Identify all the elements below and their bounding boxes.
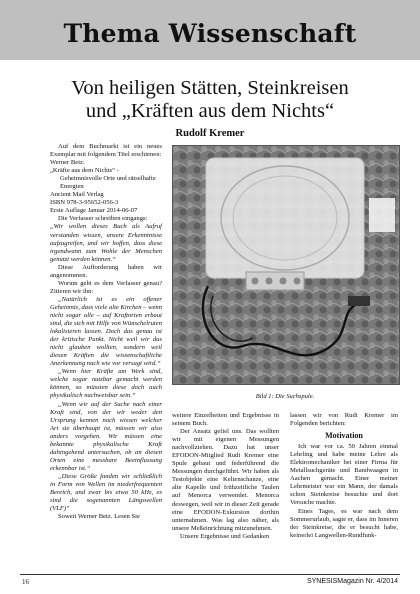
search-coil-photo [172, 145, 400, 385]
article-title-line-1: Von heiligen Stätten, Steinkreisen [71, 77, 349, 99]
mid-paragraph-1: weitere Einzelheiten und Ergebnisse in seinem Buch. [172, 412, 279, 428]
right-paragraph-1: lassen wir von Rudi Kremer im Folgenden berichten: [290, 412, 398, 428]
right-paragraph-3: Eines Tages, es war nach dem Sommerurlaub, sagte er, dass im Inneren der Steinkreise, die er besucht habe, keinerlei Langwellen-Rundfunk- [290, 507, 398, 539]
book-publisher: Ancient Mail Verlag [50, 191, 104, 199]
search-quote: „Wenn wir auf der Suche nach einer Kraft sind, von der wir weder den Ursprung kennen noch wissen welcher Art sie überhaupt ist, müssen wir also anders vorgehen. Wir müssen eine bekannte physikalische Kraft dahingehend untersuchen, ob an diesen Orten eine messbare Beeinflussung erkennbar ist.“ [50, 400, 162, 472]
work-quote: „Wenn hier Kräfte am Werk sind, welche sogar nutzbar gemacht werden können, so müssten diese doch auch physikalisch nachweisbar sein.“ [50, 368, 162, 400]
search-coil-illustration [173, 146, 399, 384]
intro-paragraph: Auf dem Buchmarkt ist ein neues Exemplar mit folgendem Titel erschienen: [50, 143, 162, 159]
page-number: 16 [22, 578, 29, 586]
author-wish-quote: „Wir wollen dieses Buch als Aufruf verstanden wissen, unsere Erkenntnisse aufzugreifen, und wir hoffen, dass diese irgendwann zum Wohle der Menschen genutzt werden können.“ [50, 223, 162, 263]
mid-paragraph-3: Unsere Ergebnisse und Gedanken [180, 532, 270, 540]
book-author: Werner Betz: [50, 159, 85, 167]
article-title-line-2: und „Kräften aus dem Nichts“ [85, 100, 335, 122]
so-far-paragraph: Soweit Werner Betz. Lesen Sie [58, 513, 140, 521]
magnitude-quote: „Diese Größe fanden wir schließlich in Form von Wellen im niederfrequenten Bereich, und zwar bis etwa 50 kHz, es sind die sogenannten Längswellen (VLF)“ [50, 472, 162, 513]
footer-rule [20, 574, 400, 575]
request-paragraph: Diese Aufforderung haben wir angenommen. [50, 263, 162, 279]
coil-plate [206, 158, 364, 290]
figure-caption: Bild 1: Die Suchspule. [255, 393, 315, 400]
places-quote: „Natürlich ist es ein offener Geheimnis, dass viele alte Kirchen – wenn nicht sogar alle – auf Kraftorten erbaut sind, die sich mit Hilfe von Wünschelruten lokalisieren lassen. Doch das genau ist der kritische Punkt. Nicht weil wir das nicht glauben wollten, sondern weil diesen Kräften die wissenschaftliche Anerkennung nach wie vor versagt wird.“ [50, 295, 163, 368]
article-author: Rudolf Kremer [175, 128, 245, 139]
author-wish-paragraph: Die Verfasser schreiben eingangs: [58, 215, 148, 223]
motivation-subhead: Motivation [325, 431, 363, 441]
middle-column [172, 412, 279, 541]
mid-paragraph-2: Der Ansatz gefiel uns. Das wollten wir mit eigenen Messungen nachvollziehen. Dazu hat unser EFODON-Mitglied Rudi Kremer eine Spule gebaut und federführend die Messungen durchgeführt. Wir haben als Testobjekte eine Keltenschanze, eine alte Kapelle und frühzeitliche Taulen auf Menorca verwendet. Menorca deswegen, weil wir in dieser Zeit gerade eine EFODON-Exkursion dorthin unternahmen. Was lag also näher, als unsere Meßeinrichtung mitzunehmen. [172, 428, 279, 532]
left-column [50, 143, 162, 521]
article-title [20, 77, 400, 123]
right-column [290, 412, 398, 540]
section-title: Thema Wissenschaft [63, 19, 357, 48]
book-edition: Erste Auflage Januar 2014-06-07 [50, 207, 138, 215]
book-isbn: ISBN 978-3-95652-056-3 [50, 199, 119, 207]
magazine-reference: SYNESISMagazin Nr. 4/2014 [306, 578, 398, 585]
right-paragraph-2: Ich war vor ca. 50 Jahren einmal Lehrling und habe meine Lehre als Elektromechaniker bei einer Firma für Metallsuchgeräte und Bandwaagen in Aachen gemacht. Einer meiner Lehrmeister war ein Mann, der damals schon Steinkreise besuchte und dort Versuche machte. [290, 443, 398, 507]
book-title: „Kräfte aus dem Nichts“ - Geheimnisvolle Orte und rätselhafte Energien [50, 167, 156, 191]
question-paragraph: Worum geht es dem Verfasser genau? Zitieren wir ihn: [50, 279, 162, 295]
